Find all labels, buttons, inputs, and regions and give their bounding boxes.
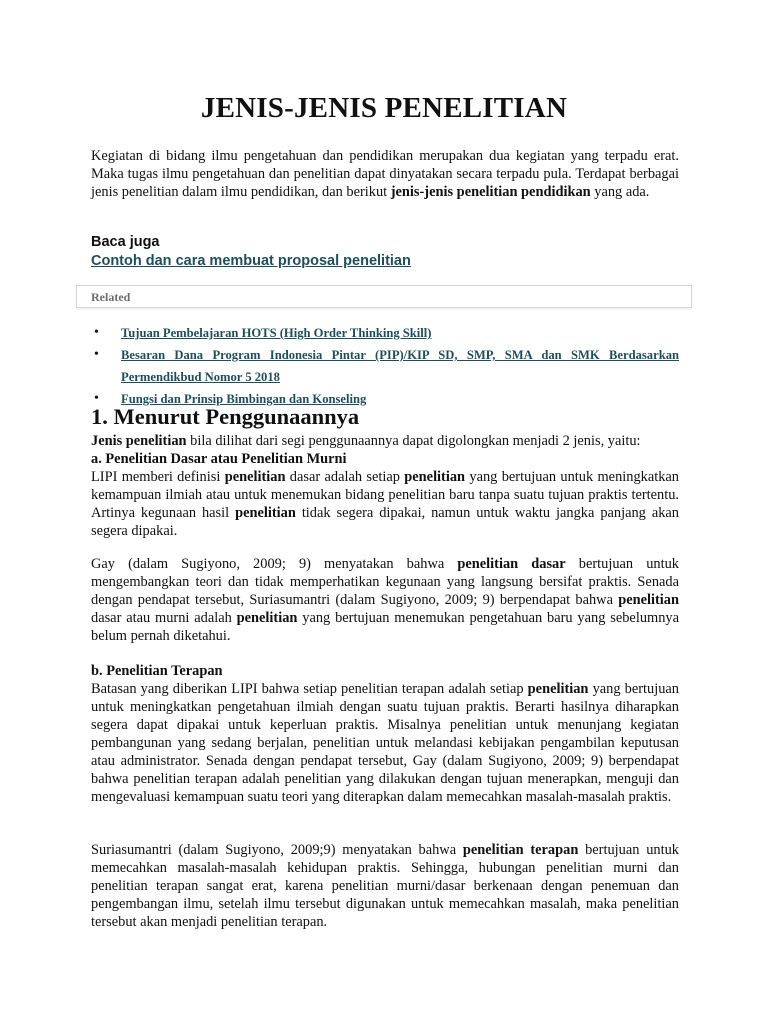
baca-juga-link[interactable]: Contoh dan cara membuat proposal penelitian xyxy=(91,253,411,269)
text: Gay (dalam Sugiyono, 2009; 9) menyatakan bahwa xyxy=(91,556,458,572)
text: bertujuan untuk mengembangkan teori dan tidak memperhatikan kegunaan yang langsung bersifat praktis. Senada dengan pendapat tersebut, Suriasumantri (dalam Sugiyono, 2009; 9) berpendapat bahwa xyxy=(91,556,679,608)
text: Suriasumantri (dalam Sugiyono, 2009;9) menyatakan bahwa xyxy=(91,842,463,858)
bold-text: penelitian xyxy=(224,469,286,485)
intro-text-end: yang ada. xyxy=(590,184,650,200)
paragraph-b2 xyxy=(91,841,679,931)
section-intro-bold: Jenis penelitian xyxy=(91,433,187,449)
text: yang bertujuan untuk meningkatkan kemampuan ilmiah atau untuk menemukan bidang penelitian baru tanpa suatu tujuan praktis tertentu. Artinya kegunaan hasil xyxy=(91,469,680,521)
intro-paragraph xyxy=(91,147,679,201)
related-link[interactable]: Tujuan Pembelajaran HOTS (High Order Thinking Skill) xyxy=(121,326,432,340)
paragraph-a2 xyxy=(91,555,679,645)
paragraph-a1 xyxy=(91,468,679,540)
text: yang bertujuan untuk meningkatkan pengetahuan ilmiah dengan suatu tujuan praktis. Berarti hasilnya diharapkan segera dapat dipakai untuk keperluan praktis. Misalnya penelitian untuk menunjang kegiatan pembangunan yang sedang berjalan, penelitian untuk melandasi kebijakan pengambilan keputusan atau administrator. Senada dengan pendapat tersebut, Gay (dalam Sugiyono, 2009; 9) berpendapat bahwa penelitian terapan adalah penelitian yang dilakukan dengan tujuan menerapkan, menguji dan mengevaluasi kemampuan suatu teori yang diterapkan dalam memecahkan masalah-masalah praktis. xyxy=(91,681,679,805)
intro-text: Kegiatan di bidang ilmu pengetahuan dan pendidikan merupakan dua kegiatan yang terpadu erat. Maka tugas ilmu pengetahuan dan penelitian dapat dinyatakan secara terpadu pula. Terdapat berbagai jenis penelitian dalam ilmu pendidikan, dan berikut xyxy=(91,148,679,200)
text: dasar atau murni adalah xyxy=(91,610,237,626)
text: dasar adalah setiap xyxy=(285,469,405,485)
bold-text: penelitian xyxy=(236,610,298,626)
subheading-a: a. Penelitian Dasar atau Penelitian Murni xyxy=(91,451,347,467)
text: bertujuan untuk memecahkan masalah-masalah kehidupan praktis. Sehingga, hubungan penelitian murni dan penelitian terapan sangat erat, karena penelitian murni/dasar berkenaan dengan penemuan dan pengembangan ilmu, setelah ilmu tersebut digunakan untuk memecahkan masalah, maka penelitian tersebut akan menjadi penelitian terapan. xyxy=(91,842,679,930)
related-link[interactable]: Besaran Dana Program Indonesia Pintar (PIP)/KIP SD, SMP, SMA dan SMK Berdasarkan Permendikbud Nomor 5 2018 xyxy=(121,348,679,384)
text: LIPI memberi definisi xyxy=(91,469,225,485)
section-body xyxy=(91,432,679,540)
related-item xyxy=(91,344,679,388)
subheading-b: b. Penelitian Terapan xyxy=(91,663,223,679)
baca-juga-label: Baca juga xyxy=(91,234,160,250)
related-list xyxy=(91,322,679,410)
subsection-b xyxy=(91,662,679,806)
section-intro xyxy=(91,432,679,450)
intro-bold: jenis-jenis penelitian pendidikan xyxy=(390,184,591,200)
bold-text: penelitian xyxy=(527,681,589,697)
related-item xyxy=(91,322,679,344)
bold-text: penelitian xyxy=(235,505,296,521)
section-heading: 1. Menurut Penggunaannya xyxy=(91,404,360,429)
text: tidak segera dipakai, namun untuk waktu jangka panjang akan segera dipakai. xyxy=(91,505,679,539)
paragraph-b1 xyxy=(91,680,679,806)
text: Batasan yang diberikan LIPI bahwa setiap penelitian terapan adalah setiap xyxy=(91,681,528,697)
paragraph-b2-block xyxy=(91,841,679,931)
section-intro-text: bila dilihat dari segi penggunaannya dapat digolongkan menjadi 2 jenis, yaitu: xyxy=(186,433,641,449)
related-link[interactable]: Fungsi dan Prinsip Bimbingan dan Konseling xyxy=(121,392,367,406)
text: yang bertujuan menemukan pengetahuan baru yang sebelumnya belum pernah diketahui. xyxy=(91,610,679,644)
bold-text: penelitian terapan xyxy=(462,842,579,858)
related-label: Related xyxy=(91,290,131,304)
baca-juga-block xyxy=(91,234,411,271)
page-title: JENIS-JENIS PENELITIAN xyxy=(200,92,568,124)
bold-text: penelitian dasar xyxy=(457,556,566,572)
bold-text: penelitian xyxy=(404,469,466,485)
paragraph-a2-block xyxy=(91,555,679,645)
related-box xyxy=(76,285,692,308)
bold-text: penelitian xyxy=(618,592,679,608)
